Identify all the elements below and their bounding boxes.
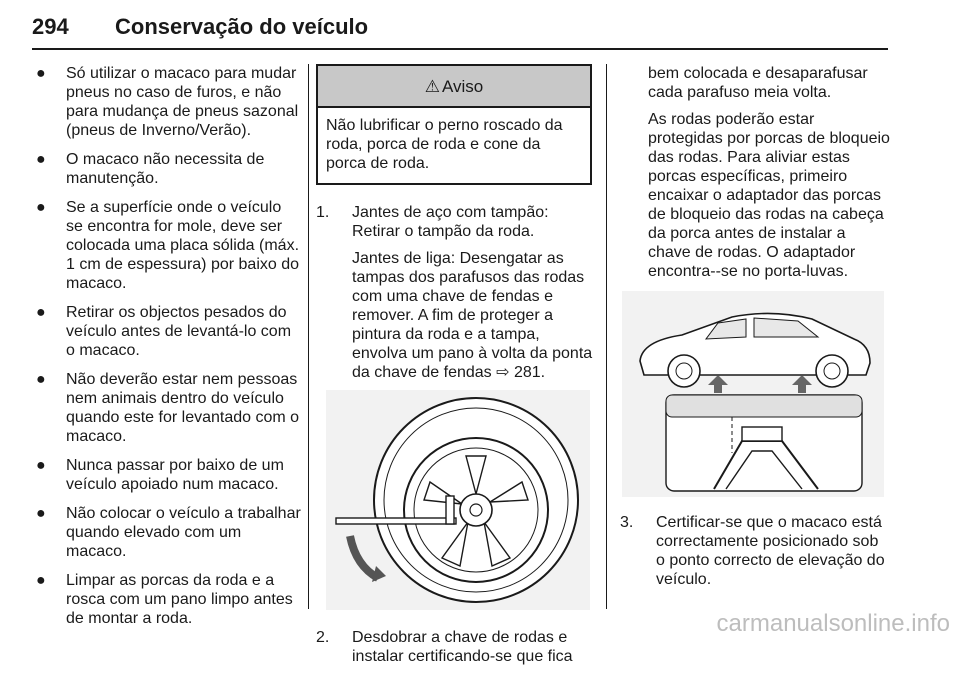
list-item: ● Se a superfície onde o veículo se encontra for mole, deve ser colocada uma placa sólida (máx. 1 cm de espessura) por baixo do macaco.	[36, 199, 300, 292]
step-3: 3. Certificar-se que o macaco está correctamente posicionado sob o ponto correcto de elevação do veículo.	[620, 513, 890, 589]
header-rule	[32, 48, 888, 50]
list-item: ● Não colocar o veículo a trabalhar quando elevado com um macaco.	[36, 505, 301, 560]
steps-list	[316, 203, 596, 382]
car-jack-illustration	[622, 291, 884, 497]
page-number: 294	[32, 14, 69, 39]
step-2: 2. Desdobrar a chave de rodas e instalar certificando-se que fica	[316, 628, 596, 666]
page-ref-icon: ⇨	[496, 364, 510, 381]
list-item: ● Nunca passar por baixo de um veículo apoiado num macaco.	[36, 457, 284, 493]
warning-title: Aviso	[441, 76, 484, 96]
step-1-text: Jantes de aço com tampão: Retirar o tampão da roda.	[352, 204, 549, 240]
column-divider	[308, 64, 309, 609]
list-item: ● Só utilizar o macaco para mudar pneus no caso de furos, e não para mudança de pneus sazonal (pneus de Inverno/Verão).	[36, 65, 299, 139]
bullet-icon: ●	[36, 457, 46, 474]
column-left	[36, 64, 302, 638]
wheel-wrench-illustration	[326, 390, 590, 610]
bullet-icon: ●	[36, 371, 46, 388]
bullet-icon: ●	[36, 505, 46, 522]
list-item: ● Não deverão estar nem pessoas nem animais dentro do veículo quando este for levantado com o macaco.	[36, 371, 300, 445]
list-item: ● Retirar os objectos pesados do veículo antes de levantá-lo com o macaco.	[36, 304, 292, 359]
warning-box	[316, 64, 592, 185]
list-item: ● Limpar as porcas da roda e a rosca com um pano limpo antes de montar a roda.	[36, 572, 293, 627]
step-1: 1. Jantes de aço com tampão: Retirar o tampão da roda. Jantes de liga: Desengatar as tampas dos parafusos das rodas com uma chave de fendas e remover. A fim de proteger a pintura da roda e a tampa, envolva um pano à volta da ponta da chave de fendas ⇨ 281.	[316, 203, 596, 382]
steps-list-cont	[316, 628, 596, 666]
warning-triangle-icon: ⚠	[424, 76, 440, 96]
bullet-list	[36, 64, 302, 628]
list-item: ● O macaco não necessita de manutenção.	[36, 151, 265, 187]
bullet-icon: ●	[36, 304, 46, 321]
warning-text: Não lubrificar o perno roscado da roda, porca de roda e cone da porca de roda.	[326, 117, 563, 172]
bullet-icon: ●	[36, 572, 46, 589]
step-2-continued: bem colocada e desaparafusar cada parafuso meia volta.	[648, 65, 868, 101]
page-title: Conservação do veículo	[115, 14, 369, 39]
step-2-note: As rodas poderão estar protegidas por porcas de bloqueio das rodas. Para aliviar estas porcas específicas, primeiro encaixar o adaptador das porcas de bloqueio das rodas na cabeça da porca antes de instalar a chave de rodas. O adaptador encontra--se no porta-luvas.	[648, 111, 890, 280]
step-3-text: Certificar-se que o macaco está correctamente posicionado sob o ponto correcto de elevação do veículo.	[656, 514, 885, 588]
bullet-icon: ●	[36, 151, 46, 168]
watermark: carmanualsonline.info	[716, 610, 950, 637]
steps-list-right	[620, 513, 890, 589]
step-2-text: Desdobrar a chave de rodas e instalar certificando-se que fica	[352, 629, 573, 665]
step-1-detail: Jantes de liga: Desengatar as tampas dos parafusos das rodas com uma chave de fendas e remover. A fim de proteger a pintura da roda e a tampa, envolva um pano à volta da ponta da chave de fendas ⇨ 281.	[352, 250, 593, 381]
column-right	[620, 64, 890, 597]
column-middle	[316, 64, 596, 674]
warning-header	[318, 66, 590, 108]
column-divider	[606, 64, 607, 609]
page-header	[32, 4, 888, 44]
bullet-icon: ●	[36, 65, 46, 82]
bullet-icon: ●	[36, 199, 46, 216]
